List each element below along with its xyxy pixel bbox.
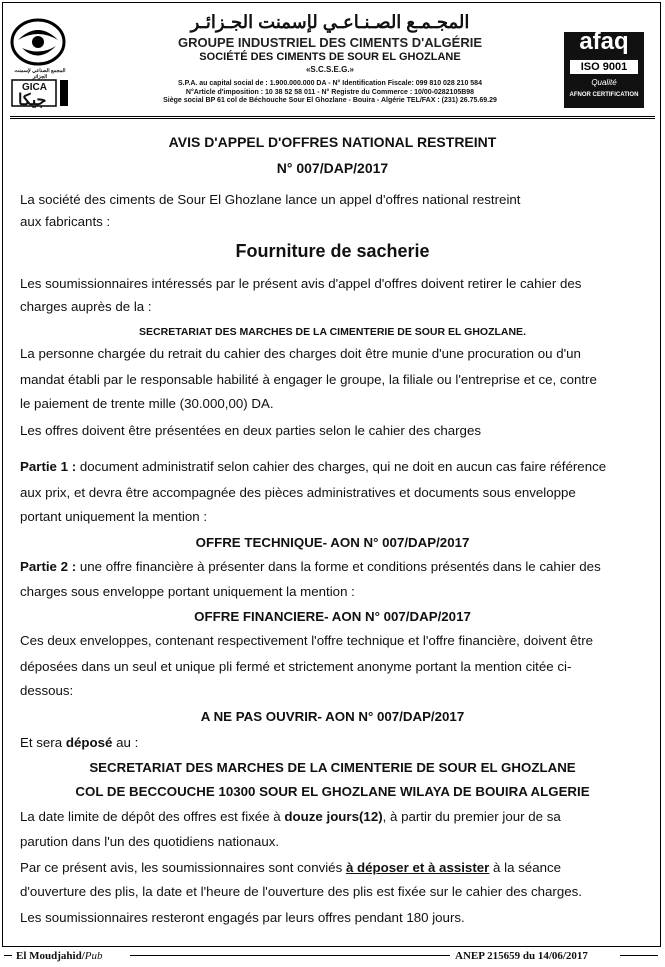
footer-rule-left <box>4 955 12 956</box>
company-acronym: «S.C.S.E.G.» <box>305 65 355 74</box>
afaq-iso-logo <box>564 28 644 108</box>
invite-bold: à déposer et à assister <box>345 860 490 875</box>
part-1-text: document administratif selon cahier des charges, qui ne doit en aucun cas faire référence <box>76 459 607 474</box>
paragraph-3: Les offres doivent être présentées en deux parties selon le cahier des charges <box>20 423 481 438</box>
part-2-label: Partie 2 : <box>20 559 77 574</box>
deadline-pre: La date limite de dépôt des offres est fixée à <box>20 809 285 824</box>
deposit-bold: déposé <box>65 735 113 750</box>
publication-name: El Moudjahid/ <box>16 950 85 962</box>
do-not-open-mention: A NE PAS OUVRIR- AON N° 007/DAP/2017 <box>200 709 465 724</box>
publication-type: Pub <box>84 950 103 962</box>
paragraph-1-line-2: charges auprès de la : <box>20 299 152 314</box>
technical-offer-mention: OFFRE TECHNIQUE- AON N° 007/DAP/2017 <box>195 535 470 550</box>
notice-title: AVIS D'APPEL D'OFFRES NATIONAL RESTREINT <box>168 134 497 150</box>
paragraph-2-line-3: le paiement de trente mille (30.000,00) DA. <box>20 396 274 411</box>
anep-reference: ANEP 215659 du 14/06/2017 <box>455 950 588 962</box>
footer-rule-right <box>620 955 658 956</box>
deposit-line <box>20 735 650 751</box>
deadline-line-1 <box>20 809 650 825</box>
afaq-logo-text: afaq <box>579 28 629 55</box>
letterhead <box>0 0 665 120</box>
part-1-line-1 <box>20 459 650 475</box>
legal-info <box>100 80 560 106</box>
gica-logo-caption: المجمع الصناعي لإسمنت الجزائر <box>14 68 66 80</box>
invite-line-1 <box>20 860 650 876</box>
part-1-line-2: aux prix, et devra être accompagnée des pièces administratives et documents sous enveloppe <box>20 485 576 500</box>
header-divider-2 <box>10 118 655 119</box>
tender-subject: Fourniture de sacherie <box>235 241 430 261</box>
deadline-line-2: parution dans l'un des quotidiens nationaux. <box>20 834 280 849</box>
intro-line-1: La société des ciments de Sour El Ghozlane lance un appel d'offres national restreint <box>20 192 521 207</box>
intro-line-2: aux fabricants : <box>20 214 111 229</box>
paragraph-1-line-1: Les soumissionnaires intéressés par le présent avis d'appel d'offres doivent retirer le cahier des <box>20 276 582 291</box>
paragraph-4-line-2: déposées dans un seul et unique pli fermé et strictement anonyme portant la mention citée ci- <box>20 659 572 674</box>
notice-number: N° 007/DAP/2017 <box>276 160 389 176</box>
legal-line-1: S.P.A. au capital social de : 1.900.000.000 DA - N° Identification Fiscale: 099 810 028 210 584 <box>178 80 482 87</box>
company-name: SOCIÉTÉ DES CIMENTS DE SOUR EL GHOZLANE <box>199 51 461 63</box>
paragraph-4-line-1: Ces deux enveloppes, contenant respectivement l'offre technique et l'offre financière, doivent être <box>20 633 594 648</box>
qualite-label: Qualité <box>591 78 617 87</box>
footer-rule-middle <box>130 955 450 956</box>
group-name: GROUPE INDUSTRIEL DES CIMENTS D'ALGÉRIE <box>177 35 483 50</box>
part-2-line-1 <box>20 559 650 575</box>
arabic-company-title: المجـمـع الصـنـاعـي لإسمنت الجـزائـر <box>190 12 470 32</box>
gica-logo-text: GICA <box>22 82 47 93</box>
address-line-2: COL DE BECCOUCHE 10300 SOUR EL GHOZLANE WILAYA DE BOUIRA ALGERIE <box>75 784 590 799</box>
header-divider <box>10 116 655 117</box>
paragraph-4-line-3: dessous: <box>20 683 74 698</box>
gica-logo-arabic: جيكا <box>18 92 47 109</box>
legal-line-3: Siège social BP 61 col de Béchouche Sour El Ghozlane - Bouira - Algérie TEL/FAX : (231) 26.75.69.29 <box>163 97 497 104</box>
paragraph-2-line-2: mandat établi par le responsable habilité à engager le groupe, la filiale ou l'entreprise et ce, contre <box>20 372 597 387</box>
invite-line-2: d'ouverture des plis, la date et l'heure de l'ouverture des plis est fixée sur le cahier des charges. <box>20 884 582 899</box>
secretariat-heading: SECRETARIAT DES MARCHES DE LA CIMENTERIE DE SOUR EL GHOZLANE. <box>139 326 526 338</box>
deadline-post: , à partir du premier jour de sa <box>382 809 561 824</box>
deadline-bold: douze jours(12) <box>284 809 383 824</box>
invite-pre: Par ce présent avis, les soumissionnaires sont conviés <box>20 860 346 875</box>
publication-credit <box>16 950 103 962</box>
part-1-line-3: portant uniquement la mention : <box>20 509 208 524</box>
part-2-line-2: charges sous enveloppe portant uniquement la mention : <box>20 584 355 599</box>
paragraph-2-line-1: La personne chargée du retrait du cahier des charges doit être munie d'une procuration ou d'un <box>20 346 581 361</box>
iso-badge: ISO 9001 <box>570 60 638 74</box>
invite-post: à la séance <box>489 860 562 875</box>
financial-offer-mention: OFFRE FINANCIERE- AON N° 007/DAP/2017 <box>194 609 471 624</box>
deposit-pre: Et sera <box>20 735 66 750</box>
gica-logo <box>8 18 90 110</box>
part-2-text: une offre financière à présenter dans la forme et conditions présentés dans le cahier des <box>76 559 601 574</box>
gica-logo-bar <box>60 80 68 106</box>
part-1-label: Partie 1 : <box>20 459 77 474</box>
address-line-1: SECRETARIAT DES MARCHES DE LA CIMENTERIE DE SOUR EL GHOZLANE <box>89 760 576 775</box>
legal-line-2: N°Article d'imposition : 10 38 52 58 011 - N° Registre du Commerce : 10/00-0282105B98 <box>185 88 475 96</box>
deposit-post: au : <box>112 735 139 750</box>
closing-line: Les soumissionnaires resteront engagés par leurs offres pendant 180 jours. <box>20 910 465 925</box>
afnor-label: AFNOR CERTIFICATION <box>569 92 639 98</box>
